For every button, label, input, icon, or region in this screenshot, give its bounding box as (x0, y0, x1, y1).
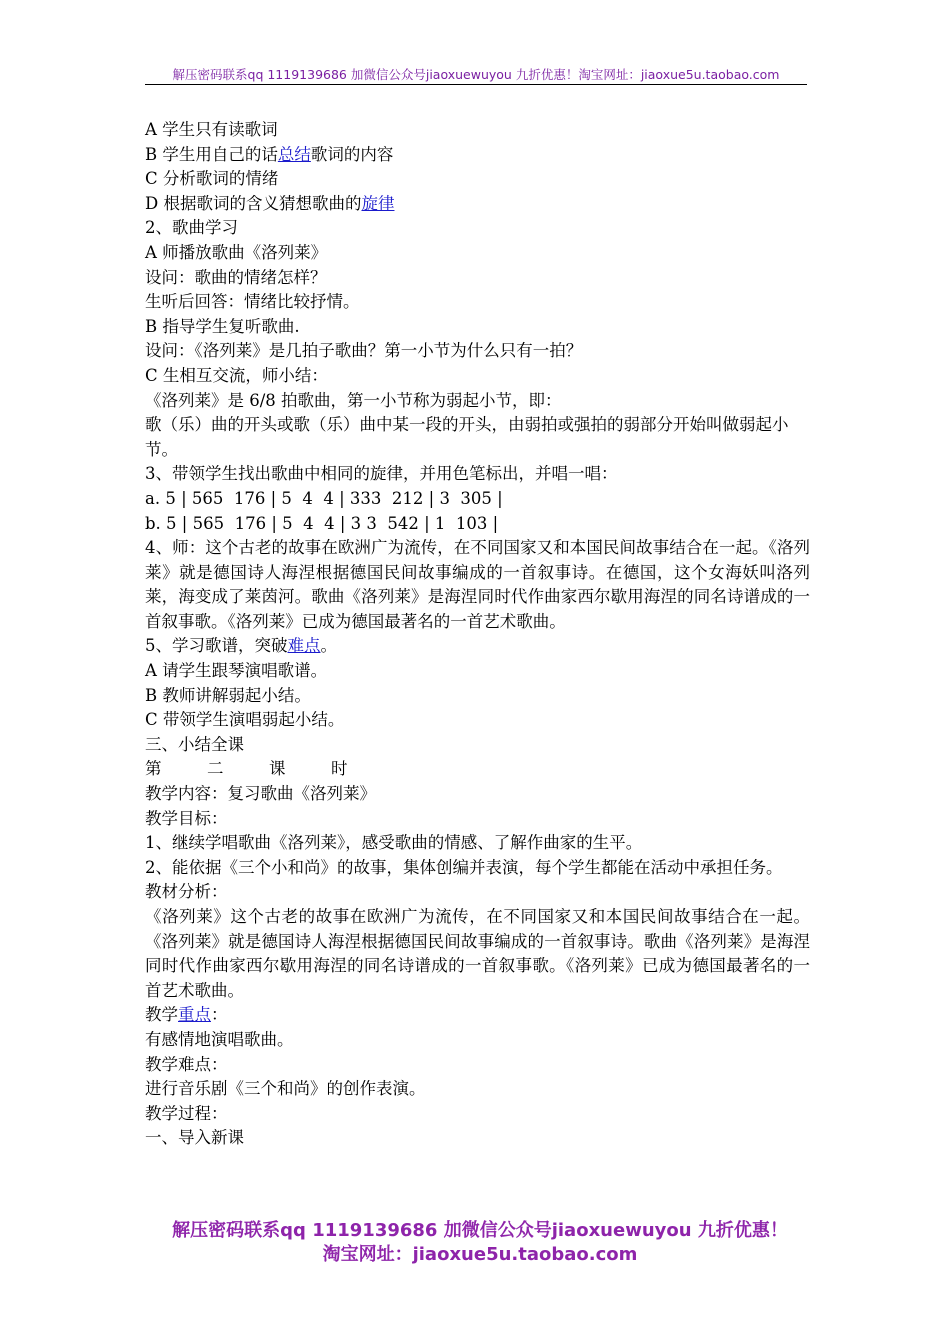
text-span: 5、学习歌谱，突破 (145, 636, 288, 656)
heading-char: 第 (145, 759, 162, 779)
text-line: B 教师讲解弱起小结。 (145, 685, 311, 705)
text-span: 教学 (145, 1005, 178, 1025)
text-line: 3、带领学生找出歌曲中相同的旋律，并用色笔标出，并唱一唱： (145, 464, 618, 484)
text-span: D 根据歌词的含义猜想歌曲的 (145, 193, 362, 213)
text-paragraph: 2、能依据《三个小和尚》的故事，集体创编并表演，每个学生都能在活动中承担任务。 (145, 857, 783, 877)
lesson-heading (145, 757, 810, 782)
text-paragraph: 《洛列莱》这个古老的故事在欧洲广为流传，在不同国家又和本国民间故事结合在一起。《洛列莱》就是德国诗人海涅根据德国民间故事编成的一首叙事诗。歌曲《洛列莱》是海涅同时代作曲家西尔歇用海涅的同名诗谱成的一首叙事歌。《洛列莱》已成为德国最著名的一首艺术歌曲。 (145, 907, 810, 1000)
text-line: 教学目标： (145, 808, 228, 828)
footer-line: 淘宝网址：jiaoxue5u.taobao.com (322, 1244, 638, 1265)
text-paragraph: 4、师：这个古老的故事在欧洲广为流传，在不同国家又和本国民间故事结合在一起。《洛列莱》就是德国诗人海涅根据德国民间故事编成的一首叙事诗。在德国，这个女海妖叫洛列莱，海变成了莱茵河。歌曲《洛列莱》是海涅同时代作曲家西尔歇用海涅的同名诗谱成的一首叙事歌。《洛列莱》已成为德国最著名的一首艺术歌曲。 (145, 538, 810, 631)
text-span: B 学生用自己的话 (145, 144, 278, 164)
text-span: 。 (320, 636, 337, 656)
text-line: 进行音乐剧《三个和尚》的创作表演。 (145, 1079, 426, 1099)
melody-link[interactable]: 旋律 (361, 193, 395, 213)
text-line: 1、继续学唱歌曲《洛列莱》，感受歌曲的情感、了解作曲家的生平。 (145, 833, 643, 853)
text-line: 设问：歌曲的情绪怎样？ (145, 267, 327, 287)
text-line (145, 192, 810, 217)
text-line: A 学生只有读歌词 (145, 120, 278, 139)
text-line: B 指导学生复听歌曲. (145, 316, 300, 336)
text-line: C 带领学生演唱弱起小结。 (145, 710, 345, 730)
summary-link[interactable]: 总结 (277, 144, 311, 164)
heading-char: 二 (207, 759, 224, 779)
text-line: 设问：《洛列莱》是几拍子歌曲？第一小节为什么只有一拍？ (145, 341, 583, 361)
text-line (145, 1003, 810, 1028)
text-line: 《洛列莱》是 6/8 拍歌曲，第一小节称为弱起小节，即： (145, 390, 562, 410)
page-header: 解压密码联系qq 1119139686 加微信公众号jiaoxuewuyou 九折优惠！淘宝网址：jiaoxue5u.taobao.com (145, 66, 807, 85)
text-paragraph: 歌（乐）曲的开头或歌（乐）曲中某一段的开头，由弱拍或强拍的弱部分开始叫做弱起小节。 (145, 415, 789, 459)
heading-char: 课 (269, 759, 286, 779)
heading-char: 时 (331, 759, 348, 779)
text-line: A 师播放歌曲《洛列莱》 (145, 242, 328, 262)
text-span: 歌词的内容 (310, 144, 394, 164)
text-line: 教学过程： (145, 1103, 228, 1123)
notation-line: a. 5 | 565 176 | 5 4 4 | 333 212 | 3 305 | (145, 488, 503, 508)
text-line: 教学内容：复习歌曲《洛列莱》 (145, 784, 376, 804)
key-point-link[interactable]: 重点 (178, 1005, 211, 1025)
notation-line: b. 5 | 565 176 | 5 4 4 | 3 3 542 | 1 103 | (145, 513, 499, 533)
text-span: ： (211, 1005, 228, 1025)
text-line: 教学难点： (145, 1054, 228, 1074)
page-footer (130, 1219, 830, 1267)
text-line (145, 143, 810, 168)
text-line: C 分析歌词的情绪 (145, 169, 279, 189)
text-line: C 生相互交流，师小结： (145, 365, 328, 385)
document-body (145, 118, 810, 1151)
text-line: 一、导入新课 (145, 1128, 244, 1148)
text-line: 三、小结全课 (145, 734, 244, 754)
text-line (145, 634, 810, 659)
text-line: 生听后回答：情绪比较抒情。 (145, 292, 360, 312)
text-line: 教材分析： (145, 882, 228, 902)
text-line: 2、歌曲学习 (145, 218, 238, 238)
footer-line: 解压密码联系qq 1119139686 加微信公众号jiaoxuewuyou 九折优惠！ (172, 1220, 788, 1241)
difficulty-link[interactable]: 难点 (287, 636, 321, 656)
text-line: A 请学生跟琴演唱歌谱。 (145, 661, 328, 681)
text-line: 有感情地演唱歌曲。 (145, 1029, 294, 1049)
